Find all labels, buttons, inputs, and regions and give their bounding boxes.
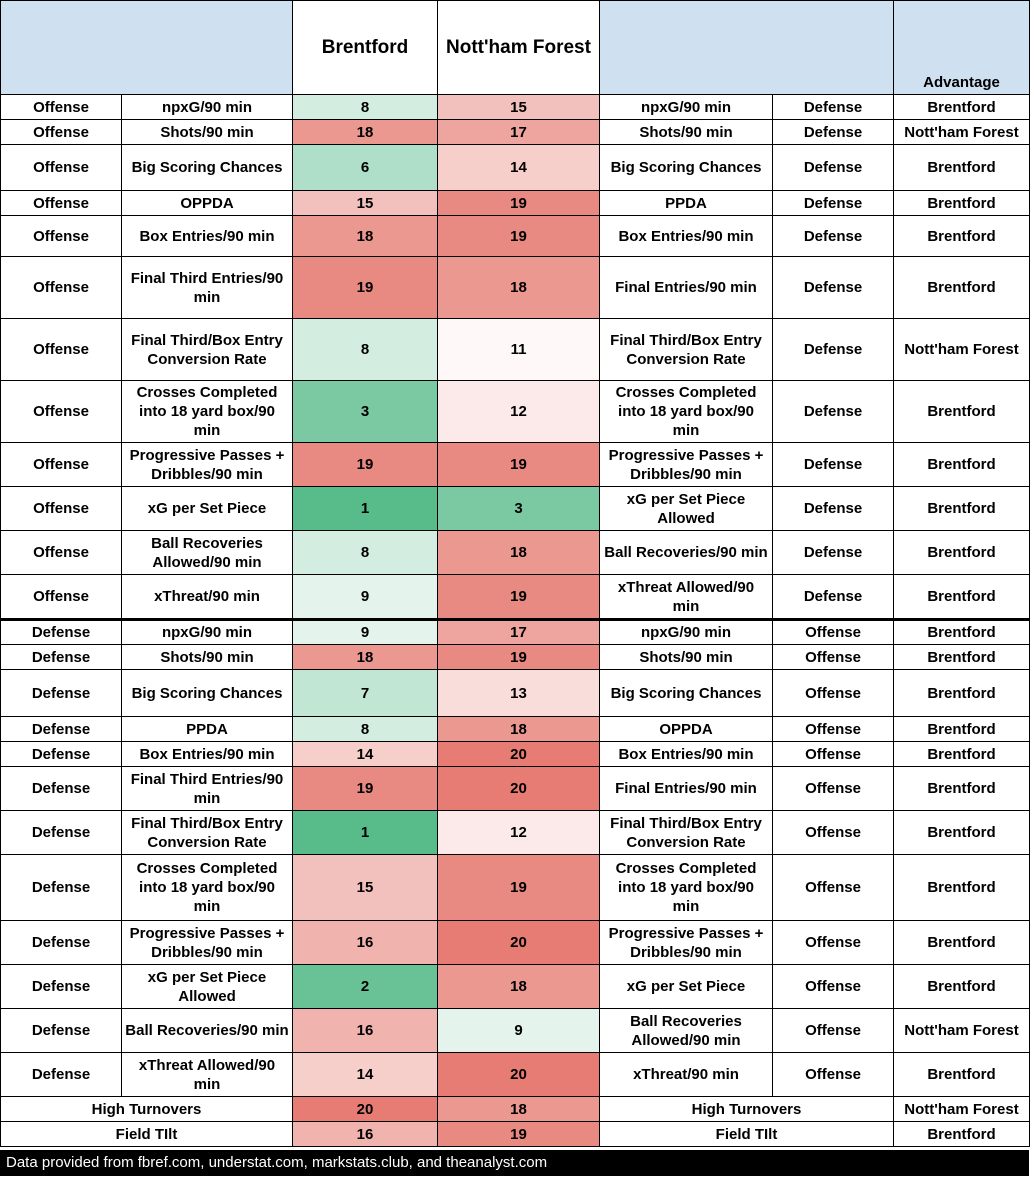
side-right-cell: Offense: [773, 670, 894, 717]
metric-left-cell: Final Third/Box Entry Conversion Rate: [122, 319, 293, 381]
table-row: [1, 742, 1030, 767]
team1-rank-cell: 8: [293, 95, 438, 120]
table-row: [1, 319, 1030, 381]
table-row: [1, 620, 1030, 645]
side-right-cell: Offense: [773, 645, 894, 670]
table-row: [1, 1053, 1030, 1097]
metric-right-cell: Shots/90 min: [600, 120, 773, 145]
table-row: [1, 811, 1030, 855]
team2-header: Nott'ham Forest: [438, 1, 600, 95]
team2-rank-cell: 12: [438, 811, 600, 855]
metric-left-cell: xG per Set Piece: [122, 487, 293, 531]
advantage-cell: Brentford: [894, 95, 1030, 120]
metric-left-cell: Progressive Passes + Dribbles/90 min: [122, 921, 293, 965]
team1-rank-cell: 8: [293, 531, 438, 575]
metric-left-cell: Big Scoring Chances: [122, 670, 293, 717]
side-right-cell: Defense: [773, 487, 894, 531]
metric-left-cell: Progressive Passes + Dribbles/90 min: [122, 443, 293, 487]
team1-rank-cell: 20: [293, 1097, 438, 1122]
team2-rank-cell: 17: [438, 120, 600, 145]
metric-left-cell: Final Third Entries/90 min: [122, 257, 293, 319]
team1-rank-cell: 18: [293, 120, 438, 145]
team1-rank-cell: 6: [293, 145, 438, 191]
advantage-cell: Brentford: [894, 620, 1030, 645]
advantage-cell: Nott'ham Forest: [894, 120, 1030, 145]
metric-right-cell: Progressive Passes + Dribbles/90 min: [600, 443, 773, 487]
table-row: [1, 95, 1030, 120]
metric-right-cell: PPDA: [600, 191, 773, 216]
side-right-cell: Offense: [773, 811, 894, 855]
team1-rank-cell: 9: [293, 575, 438, 620]
advantage-cell: Brentford: [894, 965, 1030, 1009]
team2-rank-cell: 20: [438, 1053, 600, 1097]
table-row: [1, 855, 1030, 921]
advantage-cell: Brentford: [894, 742, 1030, 767]
side-left-cell: Defense: [1, 742, 122, 767]
team1-rank-cell: 1: [293, 811, 438, 855]
advantage-cell: Brentford: [894, 855, 1030, 921]
side-left-cell: Offense: [1, 216, 122, 257]
team1-rank-cell: 15: [293, 191, 438, 216]
side-left-cell: Offense: [1, 381, 122, 443]
metric-right-cell: Crosses Completed into 18 yard box/90 min: [600, 381, 773, 443]
side-left-cell: Offense: [1, 487, 122, 531]
side-right-cell: Offense: [773, 767, 894, 811]
side-left-cell: Defense: [1, 1009, 122, 1053]
table-row: [1, 191, 1030, 216]
advantage-cell: Brentford: [894, 257, 1030, 319]
team1-rank-cell: 16: [293, 921, 438, 965]
table-row: [1, 717, 1030, 742]
team1-rank-cell: 19: [293, 443, 438, 487]
team2-rank-cell: 19: [438, 443, 600, 487]
header-blank-left: [1, 1, 293, 95]
side-left-cell: Defense: [1, 645, 122, 670]
team1-rank-cell: 9: [293, 620, 438, 645]
side-left-cell: Defense: [1, 855, 122, 921]
metric-left-cell: Ball Recoveries/90 min: [122, 1009, 293, 1053]
metric-right-cell: Final Third/Box Entry Conversion Rate: [600, 319, 773, 381]
metric-right-cell: Big Scoring Chances: [600, 145, 773, 191]
side-right-cell: Offense: [773, 717, 894, 742]
table-row: [1, 921, 1030, 965]
source-footer: Data provided from fbref.com, understat.com, markstats.club, and theanalyst.com: [0, 1150, 1029, 1176]
side-left-cell: Defense: [1, 767, 122, 811]
team2-rank-cell: 18: [438, 717, 600, 742]
advantage-cell: Brentford: [894, 670, 1030, 717]
team2-rank-cell: 15: [438, 95, 600, 120]
team1-rank-cell: 18: [293, 216, 438, 257]
advantage-cell: Brentford: [894, 767, 1030, 811]
side-left-cell: Offense: [1, 145, 122, 191]
table-row: [1, 216, 1030, 257]
table-row: [1, 120, 1030, 145]
team1-rank-cell: 14: [293, 1053, 438, 1097]
side-left-cell: Defense: [1, 965, 122, 1009]
table-row: [1, 531, 1030, 575]
header-row: [1, 1, 1030, 95]
table-row: [1, 575, 1030, 620]
metric-left-cell: Shots/90 min: [122, 120, 293, 145]
team1-rank-cell: 3: [293, 381, 438, 443]
table-row: [1, 257, 1030, 319]
metric-right-cell: xG per Set Piece Allowed: [600, 487, 773, 531]
metric-right-cell: Crosses Completed into 18 yard box/90 min: [600, 855, 773, 921]
metric-right-cell: Shots/90 min: [600, 645, 773, 670]
metric-left-cell: Crosses Completed into 18 yard box/90 min: [122, 381, 293, 443]
metric-left-cell: PPDA: [122, 717, 293, 742]
metric-left-cell: Box Entries/90 min: [122, 742, 293, 767]
metric-left-cell: xThreat Allowed/90 min: [122, 1053, 293, 1097]
team2-rank-cell: 19: [438, 645, 600, 670]
metric-left-cell: xG per Set Piece Allowed: [122, 965, 293, 1009]
side-left-cell: Defense: [1, 921, 122, 965]
advantage-cell: Brentford: [894, 717, 1030, 742]
side-right-cell: Offense: [773, 1009, 894, 1053]
team2-rank-cell: 19: [438, 191, 600, 216]
team2-rank-cell: 3: [438, 487, 600, 531]
team1-rank-cell: 18: [293, 645, 438, 670]
team1-rank-cell: 19: [293, 767, 438, 811]
team2-rank-cell: 19: [438, 855, 600, 921]
advantage-header: Advantage: [894, 1, 1030, 95]
team2-rank-cell: 20: [438, 767, 600, 811]
summary-row: [1, 1097, 1030, 1122]
team2-rank-cell: 12: [438, 381, 600, 443]
metric-right-cell: OPPDA: [600, 717, 773, 742]
side-right-cell: Offense: [773, 965, 894, 1009]
advantage-cell: Nott'ham Forest: [894, 319, 1030, 381]
side-right-cell: Offense: [773, 921, 894, 965]
advantage-cell: Brentford: [894, 191, 1030, 216]
side-left-cell: Defense: [1, 811, 122, 855]
metric-right-cell: Ball Recoveries Allowed/90 min: [600, 1009, 773, 1053]
team1-header: Brentford: [293, 1, 438, 95]
team2-rank-cell: 17: [438, 620, 600, 645]
team2-rank-cell: 14: [438, 145, 600, 191]
team1-rank-cell: 1: [293, 487, 438, 531]
team2-rank-cell: 13: [438, 670, 600, 717]
team1-rank-cell: 15: [293, 855, 438, 921]
table-row: [1, 487, 1030, 531]
team1-rank-cell: 7: [293, 670, 438, 717]
side-left-cell: Offense: [1, 95, 122, 120]
metric-left-cell: npxG/90 min: [122, 620, 293, 645]
metric-right-cell: xThreat Allowed/90 min: [600, 575, 773, 620]
side-right-cell: Defense: [773, 191, 894, 216]
side-left-cell: Defense: [1, 620, 122, 645]
metric-right-cell: Box Entries/90 min: [600, 216, 773, 257]
side-left-cell: Defense: [1, 717, 122, 742]
team2-rank-cell: 18: [438, 257, 600, 319]
metric-left-cell: Crosses Completed into 18 yard box/90 min: [122, 855, 293, 921]
table-row: [1, 145, 1030, 191]
table-row: [1, 645, 1030, 670]
metric-left-cell: Shots/90 min: [122, 645, 293, 670]
team1-rank-cell: 8: [293, 717, 438, 742]
metric-left-cell: xThreat/90 min: [122, 575, 293, 620]
metric-right-cell: xThreat/90 min: [600, 1053, 773, 1097]
metric-left-cell: Box Entries/90 min: [122, 216, 293, 257]
metric-right-cell: Final Third/Box Entry Conversion Rate: [600, 811, 773, 855]
team1-rank-cell: 16: [293, 1122, 438, 1147]
metric-right-cell: Progressive Passes + Dribbles/90 min: [600, 921, 773, 965]
team2-rank-cell: 19: [438, 575, 600, 620]
side-right-cell: Offense: [773, 855, 894, 921]
advantage-cell: Brentford: [894, 811, 1030, 855]
side-left-cell: Offense: [1, 531, 122, 575]
team1-rank-cell: 16: [293, 1009, 438, 1053]
advantage-cell: Nott'ham Forest: [894, 1009, 1030, 1053]
side-left-cell: Defense: [1, 1053, 122, 1097]
metric-left-cell: npxG/90 min: [122, 95, 293, 120]
side-left-cell: Offense: [1, 575, 122, 620]
side-left-cell: Offense: [1, 319, 122, 381]
metric-right-cell: Ball Recoveries/90 min: [600, 531, 773, 575]
team1-rank-cell: 2: [293, 965, 438, 1009]
metric-right-cell: Final Entries/90 min: [600, 767, 773, 811]
team2-rank-cell: 18: [438, 1097, 600, 1122]
summary-label-right: Field TIlt: [600, 1122, 894, 1147]
table-row: [1, 670, 1030, 717]
team2-rank-cell: 19: [438, 1122, 600, 1147]
team2-rank-cell: 19: [438, 216, 600, 257]
team2-rank-cell: 20: [438, 742, 600, 767]
team2-rank-cell: 20: [438, 921, 600, 965]
side-left-cell: Defense: [1, 670, 122, 717]
summary-label-left: High Turnovers: [1, 1097, 293, 1122]
team1-rank-cell: 14: [293, 742, 438, 767]
advantage-cell: Brentford: [894, 1053, 1030, 1097]
side-right-cell: Defense: [773, 319, 894, 381]
side-right-cell: Defense: [773, 257, 894, 319]
metric-left-cell: OPPDA: [122, 191, 293, 216]
side-left-cell: Offense: [1, 120, 122, 145]
table-row: [1, 1009, 1030, 1053]
metric-right-cell: Big Scoring Chances: [600, 670, 773, 717]
advantage-cell: Brentford: [894, 381, 1030, 443]
metric-right-cell: npxG/90 min: [600, 95, 773, 120]
table-row: [1, 443, 1030, 487]
table-row: [1, 965, 1030, 1009]
side-right-cell: Defense: [773, 216, 894, 257]
advantage-cell: Brentford: [894, 216, 1030, 257]
team2-rank-cell: 18: [438, 965, 600, 1009]
side-right-cell: Defense: [773, 443, 894, 487]
advantage-cell: Brentford: [894, 487, 1030, 531]
metric-right-cell: npxG/90 min: [600, 620, 773, 645]
advantage-cell: Brentford: [894, 531, 1030, 575]
team1-rank-cell: 8: [293, 319, 438, 381]
side-right-cell: Defense: [773, 95, 894, 120]
metric-left-cell: Ball Recoveries Allowed/90 min: [122, 531, 293, 575]
advantage-cell: Brentford: [894, 1122, 1030, 1147]
advantage-cell: Nott'ham Forest: [894, 1097, 1030, 1122]
advantage-cell: Brentford: [894, 443, 1030, 487]
side-right-cell: Defense: [773, 145, 894, 191]
side-right-cell: Offense: [773, 1053, 894, 1097]
side-right-cell: Defense: [773, 531, 894, 575]
side-left-cell: Offense: [1, 257, 122, 319]
table-row: [1, 767, 1030, 811]
team2-rank-cell: 9: [438, 1009, 600, 1053]
metric-left-cell: Final Third/Box Entry Conversion Rate: [122, 811, 293, 855]
metric-left-cell: Final Third Entries/90 min: [122, 767, 293, 811]
side-left-cell: Offense: [1, 443, 122, 487]
metric-right-cell: xG per Set Piece: [600, 965, 773, 1009]
team2-rank-cell: 18: [438, 531, 600, 575]
summary-row: [1, 1122, 1030, 1147]
team2-rank-cell: 11: [438, 319, 600, 381]
advantage-cell: Brentford: [894, 145, 1030, 191]
metric-right-cell: Box Entries/90 min: [600, 742, 773, 767]
advantage-cell: Brentford: [894, 921, 1030, 965]
summary-label-left: Field TIlt: [1, 1122, 293, 1147]
metric-right-cell: Final Entries/90 min: [600, 257, 773, 319]
team1-rank-cell: 19: [293, 257, 438, 319]
side-right-cell: Offense: [773, 742, 894, 767]
side-left-cell: Offense: [1, 191, 122, 216]
table-row: [1, 381, 1030, 443]
advantage-cell: Brentford: [894, 645, 1030, 670]
header-blank-right: [600, 1, 894, 95]
side-right-cell: Defense: [773, 381, 894, 443]
metric-left-cell: Big Scoring Chances: [122, 145, 293, 191]
side-right-cell: Offense: [773, 620, 894, 645]
advantage-cell: Brentford: [894, 575, 1030, 620]
summary-label-right: High Turnovers: [600, 1097, 894, 1122]
side-right-cell: Defense: [773, 575, 894, 620]
side-right-cell: Defense: [773, 120, 894, 145]
